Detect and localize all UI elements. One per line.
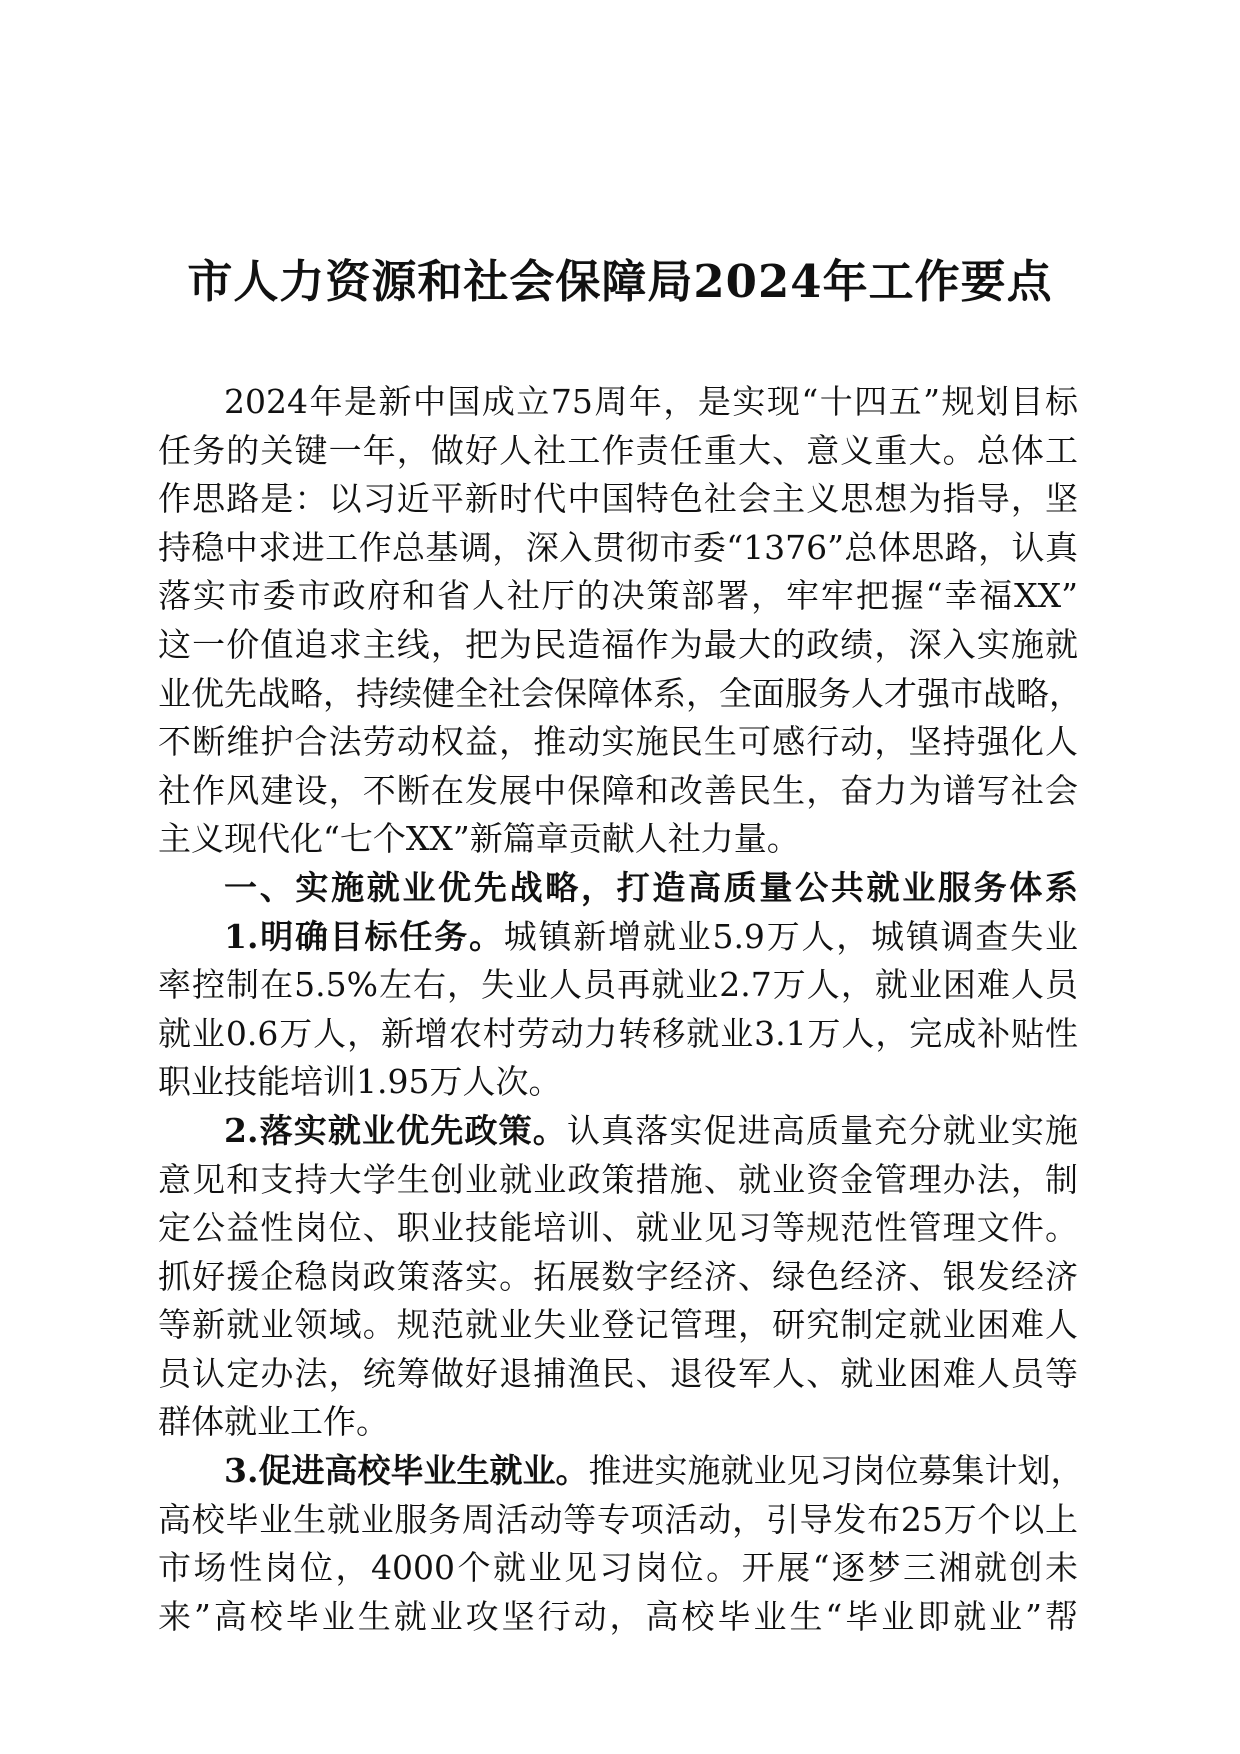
line-text: 群体就业工作。 xyxy=(158,1402,389,1442)
text-line xyxy=(158,1301,1078,1350)
line-text: 高校毕业生就业服务周活动等专项活动，引导发布25万个以上 xyxy=(158,1499,1078,1539)
line-text: 率控制在5.5%左右，失业人员再就业2.7万人，就业困难人员 xyxy=(158,965,1078,1005)
line-text: 2024年是新中国成立75周年，是实现“十四五”规划目标 xyxy=(224,382,1078,421)
line-text: 业优先战略，持续健全社会保障体系，全面服务人才强市战略， xyxy=(158,673,1082,713)
line-text: 城镇新增就业5.9万人，城镇调查失业 xyxy=(503,916,1078,956)
text-line xyxy=(158,1156,1078,1205)
text-line xyxy=(158,961,1078,1010)
line-text: 员认定办法，统筹做好退捕渔民、退役军人、就业困难人员等 xyxy=(158,1353,1078,1393)
text-line xyxy=(158,524,1078,573)
line-text: 这一价值追求主线，把为民造福作为最大的政绩，深入实施就 xyxy=(158,624,1078,664)
text-line xyxy=(158,1447,1084,1496)
text-line xyxy=(158,1496,1078,1545)
text-line xyxy=(158,767,1078,816)
text-line xyxy=(158,1544,1078,1593)
document-title: 市人力资源和社会保障局2024年工作要点 xyxy=(187,255,1053,308)
line-text: 任务的关键一年，做好人社工作责任重大、意义重大。总体工 xyxy=(158,430,1078,470)
text-line xyxy=(158,718,1078,767)
text-line xyxy=(158,1058,1078,1107)
text-line xyxy=(158,1204,1078,1253)
text-line xyxy=(158,1010,1078,1059)
text-line xyxy=(158,1398,1078,1447)
line-text: 社作风建设，不断在发展中保障和改善民生，奋力为谱写社会 xyxy=(158,770,1078,810)
line-text: 抓好援企稳岗政策落实。拓展数字经济、绿色经济、银发经济 xyxy=(158,1256,1078,1296)
line-text: 等新就业领域。规范就业失业登记管理，研究制定就业困难人 xyxy=(158,1305,1078,1345)
line-text: 就业0.6万人，新增农村劳动力转移就业3.1万人，完成补贴性 xyxy=(158,1013,1078,1053)
text-line xyxy=(158,378,1078,427)
text-line xyxy=(158,475,1078,524)
section-heading xyxy=(158,864,1078,913)
line-text: 来”高校毕业生就业攻坚行动，高校毕业生“毕业即就业”帮 xyxy=(158,1596,1078,1636)
line-text: 市场性岗位，4000个就业见习岗位。开展“逐梦三湘就创未 xyxy=(158,1548,1078,1588)
text-line xyxy=(158,913,1078,962)
line-text: 意见和支持大学生创业就业政策措施、就业资金管理办法，制 xyxy=(158,1159,1078,1199)
line-text: 认真落实促进高质量充分就业实施 xyxy=(566,1110,1079,1150)
text-line xyxy=(158,572,1078,621)
text-line xyxy=(158,1593,1078,1642)
line-text: 职业技能培训1.95万人次。 xyxy=(158,1062,562,1102)
text-line xyxy=(158,1107,1078,1156)
line-text: 不断维护合法劳动权益，推动实施民生可感行动，坚持强化人 xyxy=(158,722,1078,762)
text-line xyxy=(158,670,1082,719)
line-text: 定公益性岗位、职业技能培训、就业见习等规范性管理文件。 xyxy=(158,1208,1078,1248)
text-line xyxy=(158,427,1078,476)
line-text: 一、实施就业优先战略，打造高质量公共就业服务体系 xyxy=(224,867,1078,907)
text-line xyxy=(158,1253,1078,1302)
line-text: 推进实施就业见习岗位募集计划， xyxy=(588,1451,1084,1491)
text-line xyxy=(158,1350,1078,1399)
item-heading: 2.落实就业优先政策。 xyxy=(224,1110,567,1150)
item-heading: 3.促进高校毕业生就业。 xyxy=(224,1451,589,1491)
line-text: 持稳中求进工作总基调，深入贯彻市委“1376”总体思路，认真 xyxy=(158,527,1078,567)
line-text: 主义现代化“七个XX”新篇章贡献人社力量。 xyxy=(158,819,800,859)
line-text: 落实市委市政府和省人社厅的决策部署，牢牢把握“幸福XX” xyxy=(158,576,1078,616)
text-line xyxy=(158,621,1078,670)
text-line xyxy=(158,815,1078,864)
item-heading: 1.明确目标任务。 xyxy=(224,916,504,956)
line-text: 作思路是：以习近平新时代中国特色社会主义思想为指导，坚 xyxy=(158,479,1078,519)
document-body xyxy=(158,378,1084,1641)
